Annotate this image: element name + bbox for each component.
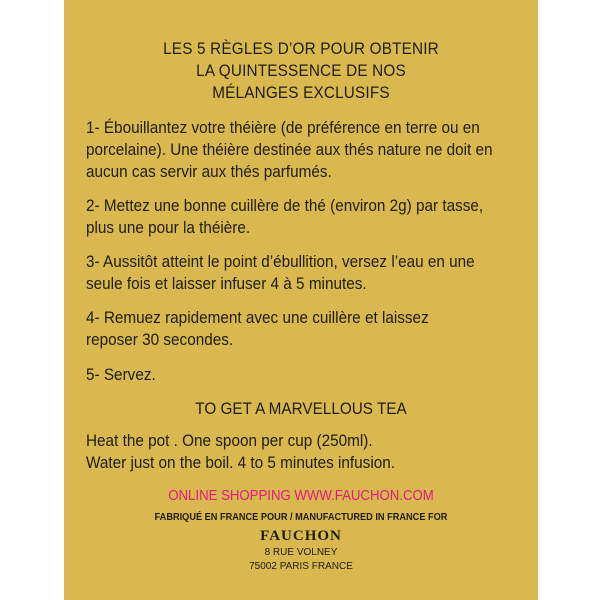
rule-3-line-1: 3- Aussitôt atteint le point d’ébullition, versez l’eau en une [86,252,475,271]
address-city: 75002 PARIS FRANCE [249,561,353,572]
manufactured-notice: FABRIQUÉ EN FRANCE POUR / MANUFACTURED IN FRANCE FOR [154,512,448,523]
heading-line-3: MÉLANGES EXCLUSIFS [212,83,390,102]
brand-name: FAUCHON [260,528,342,544]
rule-2-line-1: 2- Mettez une bonne cuillère de thé (environ 2g) par tasse, [86,196,484,215]
rule-4-line-2: reposer 30 secondes. [86,330,234,349]
rule-4 [86,307,526,351]
address-street: 8 RUE VOLNEY [264,547,338,558]
heading-line-2: LA QUINTESSENCE DE NOS [196,61,406,80]
english-title: TO GET A MARVELLOUS TEA [195,399,407,418]
online-shopping-link[interactable]: ONLINE SHOPPING WWW.FAUCHON.COM [168,487,434,504]
rule-1-line-1: 1- Ébouillantez votre théière (de préférence en terre ou en [86,118,480,137]
rule-4-line-1: 4- Remuez rapidement avec une cuillère et laissez [86,308,429,327]
main-heading [88,38,515,104]
heading-line-1: LES 5 RÈGLES D’OR POUR OBTENIR [163,39,439,58]
rule-3 [86,251,526,295]
english-line-2: Water just on the boil. 4 to 5 minutes infusion. [86,453,396,472]
english-instructions [86,430,526,474]
english-line-1: Heat the pot . One spoon per cup (250ml). [86,431,373,450]
rule-1-line-3: aucun cas servir aux thés parfumés. [86,162,332,181]
rule-5-line-1: 5- Servez. [86,365,156,384]
label-panel [64,0,538,600]
rule-2 [86,195,526,239]
rule-2-line-2: plus une pour la théière. [86,218,251,237]
rule-1 [86,117,526,183]
rule-3-line-2: seule fois et laisser infuser 4 à 5 minutes. [86,274,367,293]
rule-5 [86,364,526,386]
rule-1-line-2: porcelaine). Une théière destinée aux thés nature ne doit en [86,140,493,159]
